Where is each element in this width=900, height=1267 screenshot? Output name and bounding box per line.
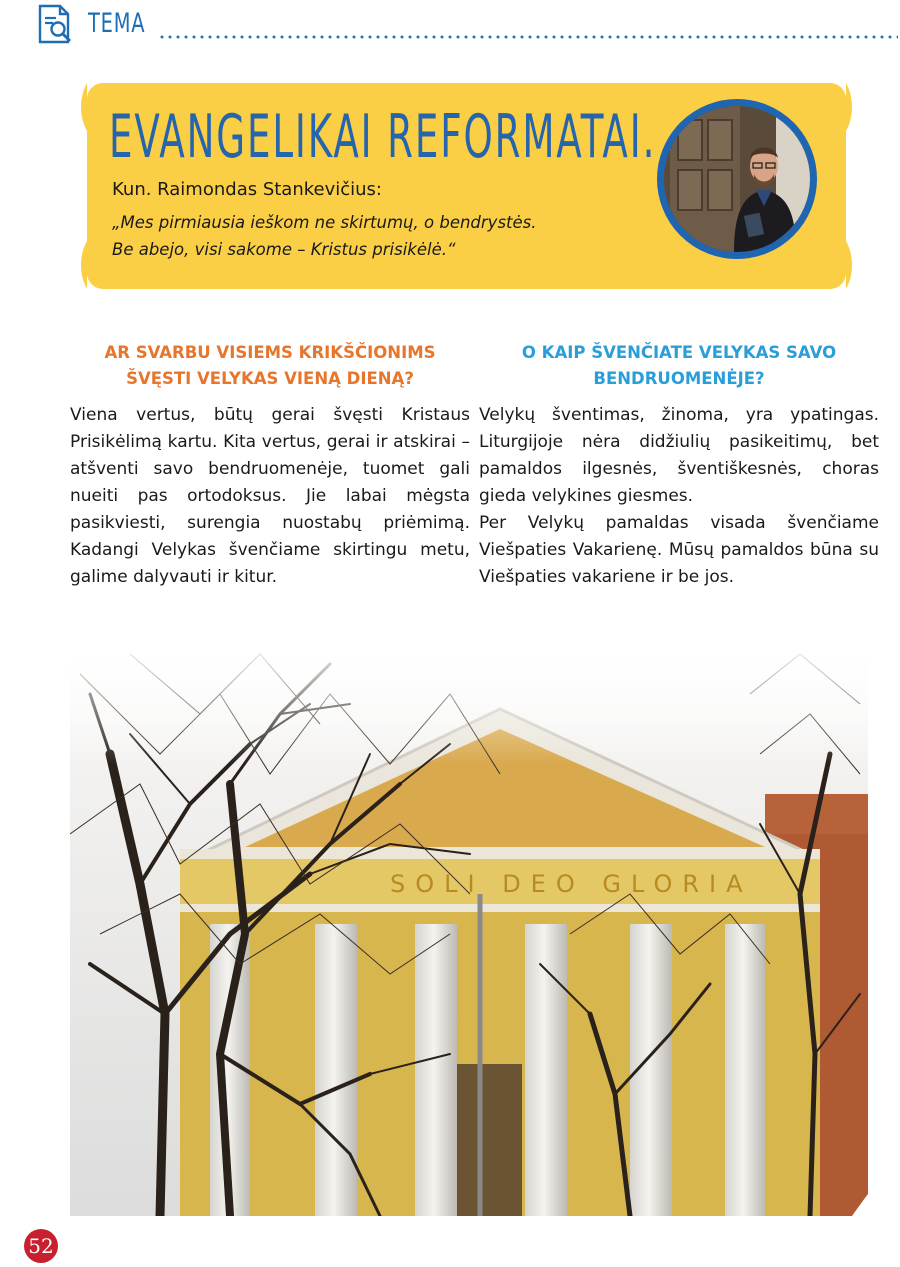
section-header [36, 4, 896, 44]
church-photo [70, 634, 868, 1216]
pull-quote [112, 209, 632, 263]
answer-paragraph: Viena vertus, būtų gerai švęsti Kristaus Prisikėlimą kartu. Kita vertus, gerai ir atskirai – atšventi savo bendruomenėje, tuomet gali nueiti pas ortodoksus. Jie labai mėgsta pasikviesti, surengia nuostabų priėmimą. Kadangi Velykas švenčiame skirtingu metu, galime dalyvauti ir kitur. [70, 405, 470, 587]
church-photo-image [70, 634, 868, 1216]
portrait-image [664, 106, 810, 252]
title-banner [87, 83, 846, 289]
right-answer [479, 402, 879, 591]
quote-line: Be abejo, visi sakome – Kristus prisikėlė.“ [112, 240, 456, 259]
left-question: AR SVARBU VISIEMS KRIKŠČIONIMS ŠVĘSTI VELYKAS VIENĄ DIENĄ? [104, 343, 436, 388]
left-column [70, 340, 470, 591]
right-question: O KAIP ŠVENČIATE VELYKAS SAVO BENDRUOMENĖJE? [521, 343, 837, 388]
quote-line: „Mes pirmiausia ieškom ne skirtumų, o bendrystės. [112, 213, 537, 232]
dotted-rule [158, 35, 898, 39]
article-title: EVANGELIKAI REFORMATAI. [109, 102, 657, 172]
answer-paragraph: Per Velykų pamaldas visada švenčiame Viešpaties Vakarienę. Mūsų pamaldos būna su Viešpaties vakariene ir be jos. [479, 513, 879, 587]
frieze-inscription: SOLI DEO GLORIA [390, 870, 753, 898]
speaker-portrait [657, 99, 817, 259]
speaker-name: Kun. Raimondas Stankevičius: [112, 179, 382, 200]
page-number: 52 [24, 1229, 58, 1263]
banner-scallop-left [73, 83, 93, 289]
document-search-icon [36, 4, 76, 44]
answer-paragraph: Velykų šventimas, žinoma, yra ypatingas. Liturgijoje nėra didžiulių pasikeitimų, bet pamaldos ilgesnės, šventiškesnės, choras gieda velykines giesmes. [479, 405, 879, 506]
right-column [479, 340, 879, 591]
section-label: TEMA [88, 8, 146, 39]
banner-scallop-right [840, 83, 860, 289]
left-answer [70, 402, 470, 591]
